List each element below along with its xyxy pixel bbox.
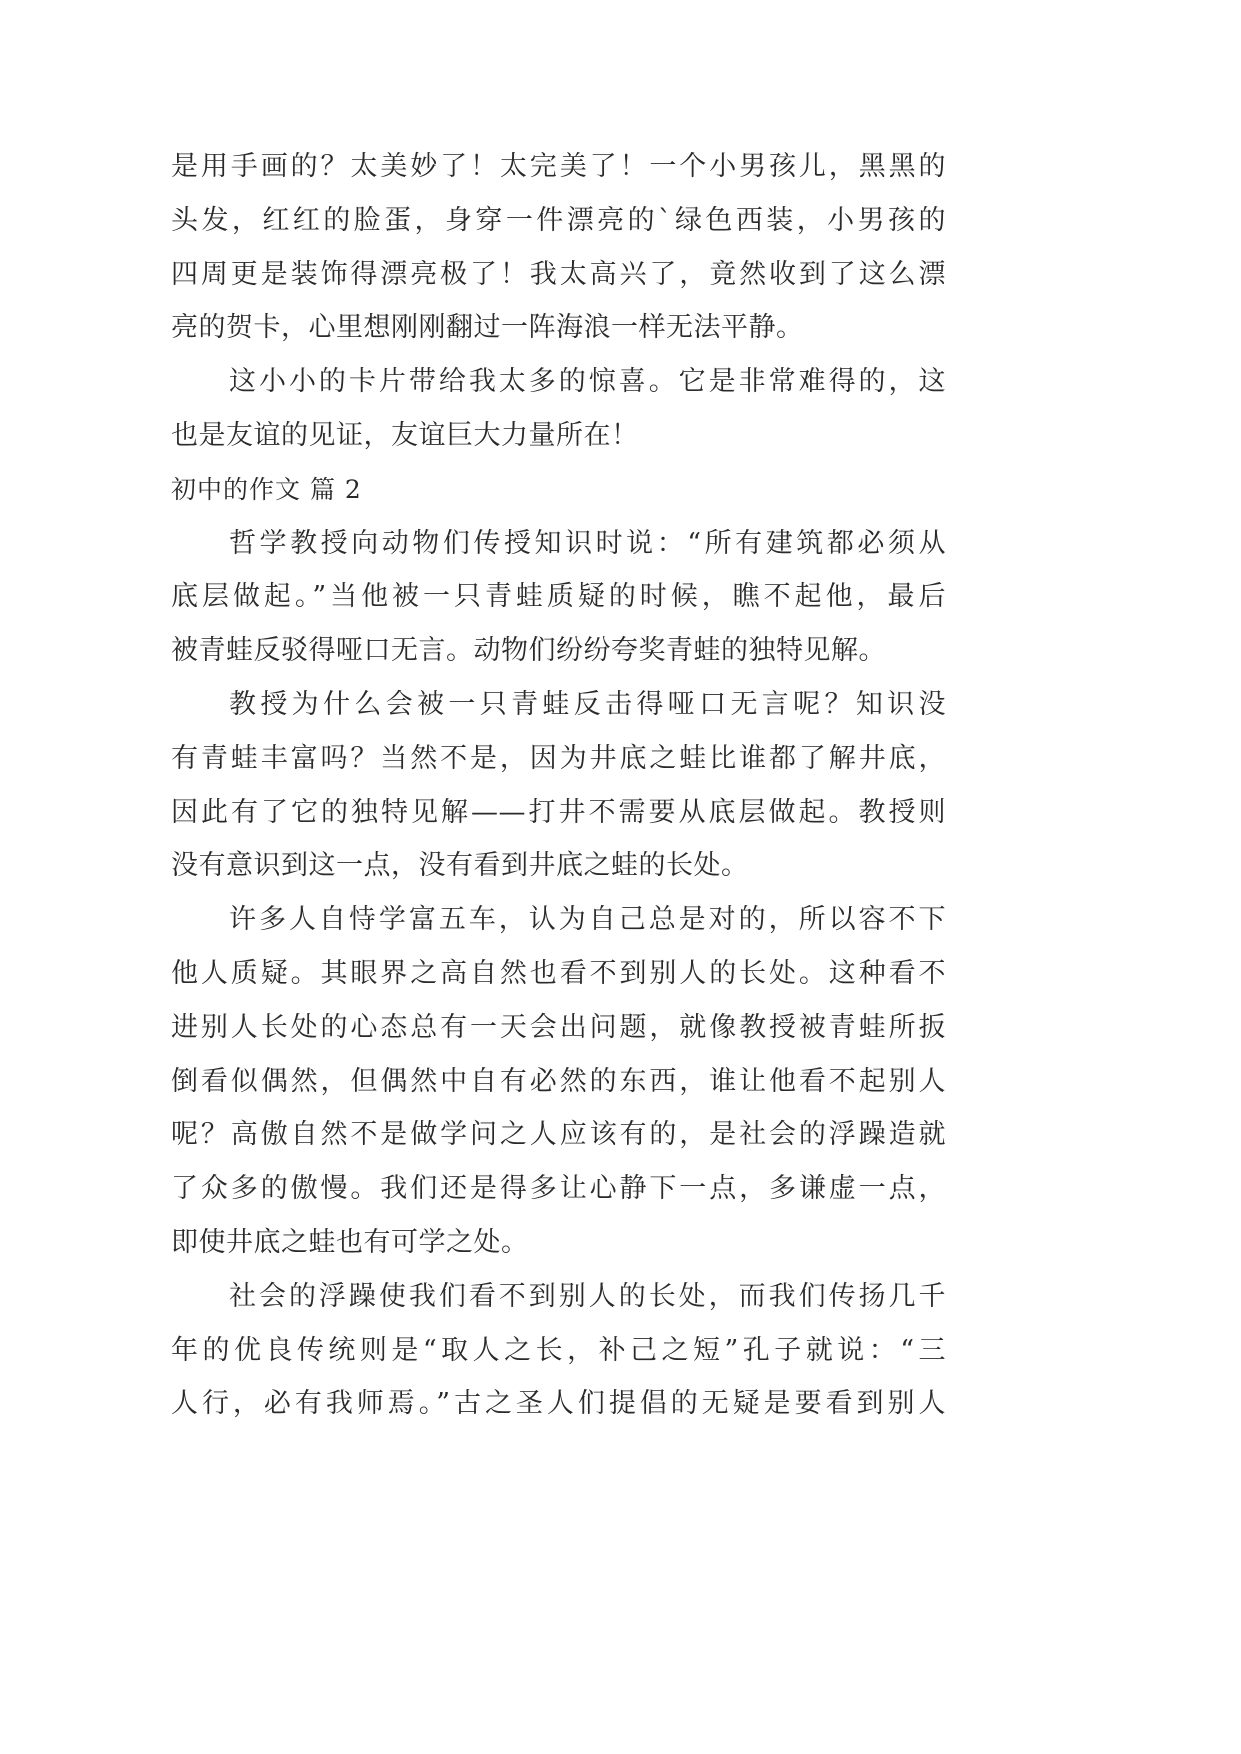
text-line: 即使井底之蛙也有可学之处。: [171, 1226, 529, 1258]
paragraph: [171, 517, 946, 678]
text-line: 年的优良传统则是“取人之长，补己之短”孔子就说：“三: [171, 1334, 946, 1366]
text-line: 人行，必有我师焉。”古之圣人们提倡的无疑是要看到别人: [171, 1388, 946, 1420]
text-line: 没有意识到这一点，没有看到井底之蛙的长处。: [171, 850, 749, 882]
heading-text: 初中的作文 篇 2: [171, 474, 362, 504]
section-heading: [171, 463, 946, 517]
document-body: [171, 140, 946, 1431]
text-line: 被青蛙反驳得哑口无言。动物们纷纷夸奖青蛙的独特见解。: [171, 635, 886, 667]
text-line: 教授为什么会被一只青蛙反击得哑口无言呢？知识没: [229, 688, 946, 720]
text-line: 社会的浮躁使我们看不到别人的长处，而我们传扬几千: [229, 1280, 946, 1312]
paragraph: [171, 140, 946, 355]
text-line: 头发，红红的脸蛋，身穿一件漂亮的`绿色西装，小男孩的: [171, 204, 946, 236]
text-line: 进别人长处的心态总有一天会出问题，就像教授被青蛙所扳: [171, 1011, 946, 1043]
text-line: 因此有了它的独特见解——打井不需要从底层做起。教授则: [171, 796, 946, 828]
text-line: 了众多的傲慢。我们还是得多让心静下一点，多谦虚一点，: [171, 1173, 946, 1205]
text-line: 许多人自恃学富五车，认为自己总是对的，所以容不下: [229, 904, 946, 936]
text-line: 也是友谊的见证，友谊巨大力量所在！: [171, 419, 639, 451]
text-line: 这小小的卡片带给我太多的惊喜。它是非常难得的，这: [229, 366, 946, 398]
paragraph: [171, 355, 946, 463]
paragraph: [171, 1270, 946, 1431]
text-line: 是用手画的？太美妙了！太完美了！一个小男孩儿，黑黑的: [171, 151, 946, 182]
paragraph: [171, 893, 946, 1270]
text-line: 倒看似偶然，但偶然中自有必然的东西，谁让他看不起别人: [171, 1065, 946, 1097]
text-line: 呢？高傲自然不是做学问之人应该有的，是社会的浮躁造就: [171, 1119, 946, 1151]
text-line: 亮的贺卡，心里想刚刚翻过一阵海浪一样无法平静。: [171, 312, 804, 344]
paragraph: [171, 678, 946, 893]
text-line: 他人质疑。其眼界之高自然也看不到别人的长处。这种看不: [171, 957, 946, 989]
text-line: 四周更是装饰得漂亮极了！我太高兴了，竟然收到了这么漂: [171, 258, 946, 290]
text-line: 哲学教授向动物们传授知识时说：“所有建筑都必须从: [229, 527, 946, 559]
text-line: 有青蛙丰富吗？当然不是，因为井底之蛙比谁都了解井底，: [171, 742, 946, 774]
text-line: 底层做起。”当他被一只青蛙质疑的时候，瞧不起他，最后: [171, 581, 946, 613]
